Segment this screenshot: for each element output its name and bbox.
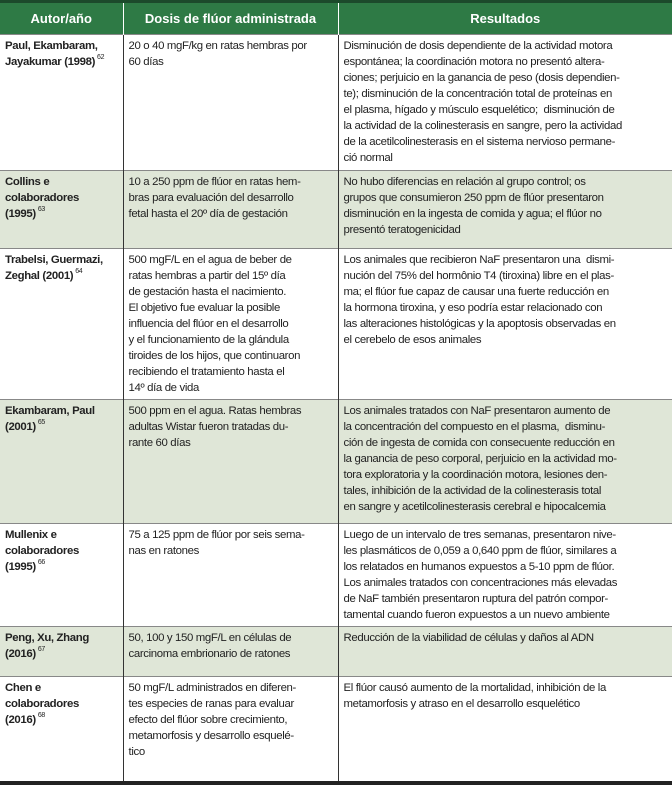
table-row xyxy=(0,627,672,677)
author-cell xyxy=(0,171,123,249)
author-cell xyxy=(0,677,123,783)
table-row xyxy=(0,249,672,400)
dose-cell: 75 a 125 ppm de flúor por seis sema- nas en ratones xyxy=(123,524,338,627)
dose-cell: 50, 100 y 150 mgF/L en células de carcinoma embrionario de ratones xyxy=(123,627,338,677)
reference-number: 63 xyxy=(37,206,45,213)
author-cell xyxy=(0,524,123,627)
dose-cell: 500 ppm en el agua. Ratas hembras adultas Wistar fueron tratadas du- rante 60 días xyxy=(123,400,338,524)
dose-cell: 20 o 40 mgF/kg en ratas hembras por 60 días xyxy=(123,35,338,171)
header-results: Resultados xyxy=(338,2,672,35)
author-text: Mullenix e colaboradores (1995) xyxy=(5,529,79,573)
results-cell: Disminución de dosis dependiente de la actividad motora espontánea; la coordinación motora no presentó altera- ciones; perjuicio en la ganancia de peso (dosis dependien- te); disminución de la concentración total de proteínas en el plasma, hígado y músculo esquelético; disminución de la actividad de la colinesterasis en sangre, pero la actividad de la acetilcolinesterasis en el sistema nervioso permane- ció normal xyxy=(338,35,672,171)
results-cell: Reducción de la viabilidad de células y daños al ADN xyxy=(338,627,672,677)
table-row xyxy=(0,677,672,783)
dose-cell: 50 mgF/L administrados en diferen- tes especies de ranas para evaluar efecto del flúor sobre crecimiento, metamorfosis y desarrollo esquelé- tico xyxy=(123,677,338,783)
dose-cell: 10 a 250 ppm de flúor en ratas hem- bras para evaluación del desarrollo fetal hasta el 20º día de gestación xyxy=(123,171,338,249)
reference-number: 68 xyxy=(37,712,45,719)
results-cell: Los animales tratados con NaF presentaron aumento de la concentración del compuesto en el plasma, disminu- ción de ingesta de comida con consecuente reducción en la ganancia de peso corporal, perjuicio en la actividad mo- tora exploratoria y la coordinación motora, lesiones den- tales, inhibición de la actividad de la colinesterasis total en sangre y acetilcolinesterasis cerebral e hipocalcemia xyxy=(338,400,672,524)
author-cell xyxy=(0,35,123,171)
author-text: Peng, Xu, Zhang (2016) xyxy=(5,632,89,660)
results-cell: Los animales que recibieron NaF presentaron una dismi- nución del 75% del hormônio T4 (tiroxina) libre en el plas- ma; el flúor fue capaz de causar una fuerte reducción en la hormona tiroxina, y eso podría estar relacionado con las alteraciones histológicas y la apoptosis observadas en el cerebelo de esos animales xyxy=(338,249,672,400)
header-dose: Dosis de flúor administrada xyxy=(123,2,338,35)
author-cell xyxy=(0,627,123,677)
reference-number: 64 xyxy=(75,268,83,275)
header-row xyxy=(0,2,672,35)
results-cell: El flúor causó aumento de la mortalidad, inhibición de la metamorfosis y atraso en el desarrollo esquelético xyxy=(338,677,672,783)
author-text: Chen e colaboradores (2016) xyxy=(5,682,79,726)
reference-number: 66 xyxy=(37,559,45,566)
author-text: Trabelsi, Guermazi, Zeghal (2001) xyxy=(5,254,103,282)
results-cell: No hubo diferencias en relación al grupo control; os grupos que consumieron 250 ppm de flúor presentaron disminución en la ingesta de comida y agua; el flúor no presentó teratogenicidad xyxy=(338,171,672,249)
reference-number: 67 xyxy=(37,646,45,653)
author-text: Collins e colaboradores (1995) xyxy=(5,176,79,220)
table-body xyxy=(0,35,672,783)
table-row xyxy=(0,35,672,171)
results-cell: Luego de un intervalo de tres semanas, presentaron nive- les plasmáticos de 0,059 a 0,640 ppm de flúor, similares a los relatados en humanos expuestos a 5-10 ppm de flúor. Los animales tratados con concentraciones más elevadas de NaF también presentaron ruptura del patrón compor- tamental cuando fueron expuestos a un nuevo ambiente xyxy=(338,524,672,627)
header-author: Autor/año xyxy=(0,2,123,35)
table-row xyxy=(0,524,672,627)
author-text: Ekambaram, Paul (2001) xyxy=(5,405,95,433)
table-row xyxy=(0,171,672,249)
reference-number: 65 xyxy=(37,419,45,426)
author-cell xyxy=(0,400,123,524)
author-cell xyxy=(0,249,123,400)
table-row xyxy=(0,400,672,524)
reference-number: 62 xyxy=(97,54,105,61)
dose-cell: 500 mgF/L en el agua de beber de ratas hembras a partir del 15º día de gestación hasta el nacimiento. El objetivo fue evaluar la posible influencia del flúor en el desarrollo y el funcionamiento de la glándula tiroides de los hijos, que continuaron recibiendo el tratamiento hasta el 14º día de vida xyxy=(123,249,338,400)
author-text: Paul, Ekambaram, Jayakumar (1998) xyxy=(5,40,98,68)
